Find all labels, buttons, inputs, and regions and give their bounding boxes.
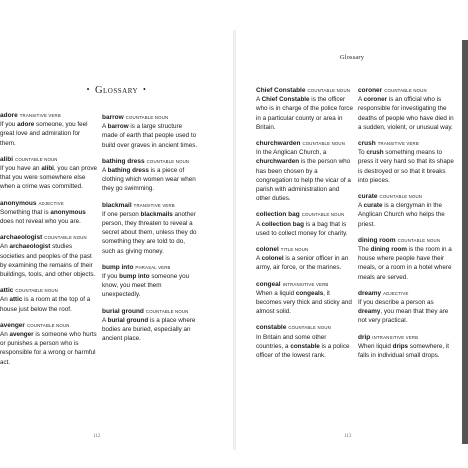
entry-definition: When liquid drips somewhere, it falls in individual small drops. xyxy=(358,342,450,360)
glossary-entry xyxy=(358,139,455,185)
glossary-entry xyxy=(0,199,97,227)
entry-headword: coroner xyxy=(358,87,383,94)
definition-headword-emphasis: curate xyxy=(363,202,383,210)
entry-headword: avenger xyxy=(0,321,25,329)
entry-definition: In the Anglican Church, a churchwarden is the person who has been chosen by a congregation to help the vicar of a parish with administration and other duties. xyxy=(256,149,351,203)
glossary-entry xyxy=(102,157,199,194)
definition-headword-emphasis: dreamy xyxy=(358,308,381,316)
glossary-entry xyxy=(0,286,97,314)
entry-headword: Chief Constable xyxy=(256,87,306,94)
definition-headword-emphasis: blackmails xyxy=(140,210,173,218)
page-edge-shadow xyxy=(462,40,468,444)
definition-headword-emphasis: coroner xyxy=(363,96,388,104)
entry-definition: A Chief Constable is the officer who is in charge of the police force in a particular county or area in Britain. xyxy=(256,96,353,131)
definition-headword-emphasis: collection bag xyxy=(261,220,304,228)
page-number-right: 113 xyxy=(344,434,352,439)
glossary-entry xyxy=(102,263,199,300)
entry-definition: If one person blackmails another person, they threaten to reveal a secret about them, unless they do something they are told to do, such as giving money. xyxy=(102,210,197,255)
entry-definition: If you adore someone, you feel great love and admiration for them. xyxy=(0,121,88,147)
glossary-title-text: Glossary xyxy=(94,85,139,96)
right-page-column-1 xyxy=(256,86,353,367)
entry-part-of-speech: ADJECTIVE xyxy=(383,290,409,296)
entry-headword: bump into xyxy=(102,263,134,271)
entry-part-of-speech: COUNTABLE NOUN xyxy=(288,325,331,331)
definition-headword-emphasis: colonel xyxy=(261,255,284,263)
entry-headword: adore xyxy=(0,112,18,119)
running-head: Glossary xyxy=(339,54,365,61)
glossary-entry xyxy=(256,323,353,360)
entry-definition: An avenger is someone who hurts or punishes a person who is responsible for a wrong or harmful act. xyxy=(0,331,97,366)
entry-definition: If you describe a person as dreamy, you mean that they are not very practical. xyxy=(358,299,449,325)
entry-part-of-speech: TRANSITIVE VERB xyxy=(19,113,61,118)
entry-definition: To crush something means to press it very hard so that its shape is destroyed or so that it breaks into pieces. xyxy=(358,149,454,184)
definition-headword-emphasis: anonymous xyxy=(50,208,86,216)
entry-definition: A colonel is a senior officer in an army, air force, or the marines. xyxy=(256,255,349,272)
entry-part-of-speech: COUNTABLE NOUN xyxy=(44,235,87,241)
entry-headword: congeal xyxy=(256,280,281,288)
glossary-entry xyxy=(102,113,199,150)
definition-headword-emphasis: attic xyxy=(9,296,23,304)
definition-headword-emphasis: congeals xyxy=(295,289,324,297)
entry-definition: If you have an alibi, you can prove that you were somewhere else when a crime was committed. xyxy=(0,165,97,191)
entry-headword: constable xyxy=(256,324,287,332)
entry-headword: bathing dress xyxy=(102,157,145,165)
glossary-entry xyxy=(256,86,353,132)
ornament-right: • xyxy=(143,85,147,94)
entry-definition: An archaeologist studies societies and peoples of the past by examining the remains of their buildings, tools, and other objects. xyxy=(0,243,96,279)
glossary-entry xyxy=(256,245,353,273)
glossary-entry xyxy=(358,192,455,229)
entry-definition: In Britain and some other countries, a constable is a police officer of the lowest rank. xyxy=(256,333,350,360)
entry-part-of-speech: PHRASAL VERB xyxy=(135,264,171,270)
entry-headword: dreamy xyxy=(358,289,382,297)
definition-headword-emphasis: dining room xyxy=(370,246,407,254)
entry-part-of-speech: COUNTABLE NOUN xyxy=(397,237,441,243)
left-page-column-1 xyxy=(0,111,97,374)
entry-part-of-speech: COUNTABLE NOUN xyxy=(301,212,345,218)
entry-headword: burial ground xyxy=(102,307,144,315)
entry-definition: If you bump into someone you know, you meet them unexpectedly. xyxy=(102,273,190,299)
entry-definition: An attic is a room at the top of a house just below the roof. xyxy=(0,296,91,313)
entry-headword: crush xyxy=(358,140,376,148)
definition-headword-emphasis: alibi xyxy=(41,165,54,173)
entry-headword: colonel xyxy=(256,246,279,254)
entry-part-of-speech: COUNTABLE NOUN xyxy=(146,158,190,164)
definition-headword-emphasis: bump into xyxy=(119,273,150,281)
entry-headword: dining room xyxy=(358,236,396,244)
entry-headword: curate xyxy=(358,193,378,201)
definition-headword-emphasis: archaeologist xyxy=(9,243,51,251)
entry-definition: A collection bag is a bag that is used to collect money for charity. xyxy=(256,220,348,237)
glossary-entry xyxy=(256,280,353,317)
glossary-entry xyxy=(256,210,353,238)
entry-part-of-speech: COUNTABLE NOUN xyxy=(15,156,58,162)
glossary-entry xyxy=(0,321,97,367)
entry-definition: The dining room is the room in a house where people have their meals, or a room in a hotel where meals are served. xyxy=(358,246,452,281)
entry-part-of-speech: TRANSITIVE VERB xyxy=(377,141,419,147)
glossary-entry xyxy=(358,86,455,132)
entry-headword: barrow xyxy=(102,114,124,121)
entry-headword: archaeologist xyxy=(0,234,43,242)
glossary-entry xyxy=(0,111,97,148)
entry-part-of-speech: COUNTABLE NOUN xyxy=(145,308,189,314)
definition-headword-emphasis: Chief Constable xyxy=(261,96,310,104)
glossary-entry xyxy=(256,139,353,203)
definition-headword-emphasis: bathing dress xyxy=(107,167,149,175)
entry-headword: alibi xyxy=(0,155,14,163)
entry-part-of-speech: COUNTABLE NOUN xyxy=(15,288,58,294)
definition-headword-emphasis: drips xyxy=(392,342,409,350)
entry-definition: A barrow is a large structure made of earth that people used to build over graves in ancient times. xyxy=(102,123,198,149)
entry-definition: A curate is a clergyman in the Anglican Church who helps the priest. xyxy=(358,202,445,228)
glossary-entry xyxy=(358,333,455,361)
definition-headword-emphasis: burial ground xyxy=(107,316,149,324)
glossary-title xyxy=(0,85,233,96)
ornament-left: • xyxy=(86,85,90,94)
right-page xyxy=(236,0,460,468)
left-page xyxy=(0,0,233,468)
entry-definition: A coroner is an official who is responsible for investigating the deaths of people who have died in a sudden, violent, or unusual way. xyxy=(358,96,454,131)
left-page-column-2 xyxy=(102,113,199,350)
right-page-column-2 xyxy=(358,86,455,367)
entry-part-of-speech: COUNTABLE NOUN xyxy=(379,194,423,200)
entry-part-of-speech: COUNTABLE NOUN xyxy=(307,88,351,93)
definition-headword-emphasis: constable xyxy=(290,342,320,350)
glossary-entry xyxy=(0,233,97,279)
entry-definition: A burial ground is a place where bodies are buried, especially an ancient place. xyxy=(102,316,196,343)
definition-headword-emphasis: adore xyxy=(17,121,35,129)
entry-headword: blackmail xyxy=(102,201,132,209)
entry-part-of-speech: COUNTABLE NOUN xyxy=(125,115,169,120)
definition-headword-emphasis: barrow xyxy=(107,123,129,131)
entry-part-of-speech: ADJECTIVE xyxy=(38,200,64,206)
entry-part-of-speech: COUNTABLE NOUN xyxy=(384,88,427,93)
entry-definition: Something that is anonymous does not reveal who you are. xyxy=(0,208,86,226)
definition-headword-emphasis: churchwarden xyxy=(256,158,300,166)
entry-part-of-speech: TITLE NOUN xyxy=(280,247,309,253)
entry-headword: drip xyxy=(358,333,371,341)
entry-definition: When a liquid congeals, it becomes very thick and sticky and almost solid. xyxy=(256,289,352,316)
glossary-entry xyxy=(358,289,455,326)
definition-headword-emphasis: avenger xyxy=(9,331,34,339)
entry-part-of-speech: INTRANSITIVE VERB xyxy=(282,281,329,287)
entry-headword: churchwarden xyxy=(256,140,301,148)
entry-part-of-speech: COUNTABLE NOUN xyxy=(302,141,346,147)
glossary-entry xyxy=(102,307,199,344)
entry-headword: anonymous xyxy=(0,199,37,207)
entry-headword: attic xyxy=(0,287,14,295)
entry-definition: A bathing dress is a piece of clothing which women wear when they go swimming. xyxy=(102,167,196,193)
glossary-entry xyxy=(358,236,455,282)
entry-headword: collection bag xyxy=(256,211,300,219)
glossary-entry xyxy=(102,201,199,256)
definition-headword-emphasis: crush xyxy=(366,149,384,157)
glossary-entry xyxy=(0,155,97,192)
entry-part-of-speech: TRANSITIVE VERB xyxy=(133,202,175,208)
entry-part-of-speech: COUNTABLE NOUN xyxy=(26,322,70,328)
page-number-left: 112 xyxy=(93,434,101,439)
entry-part-of-speech: INTRANSITIVE VERB xyxy=(372,334,419,340)
